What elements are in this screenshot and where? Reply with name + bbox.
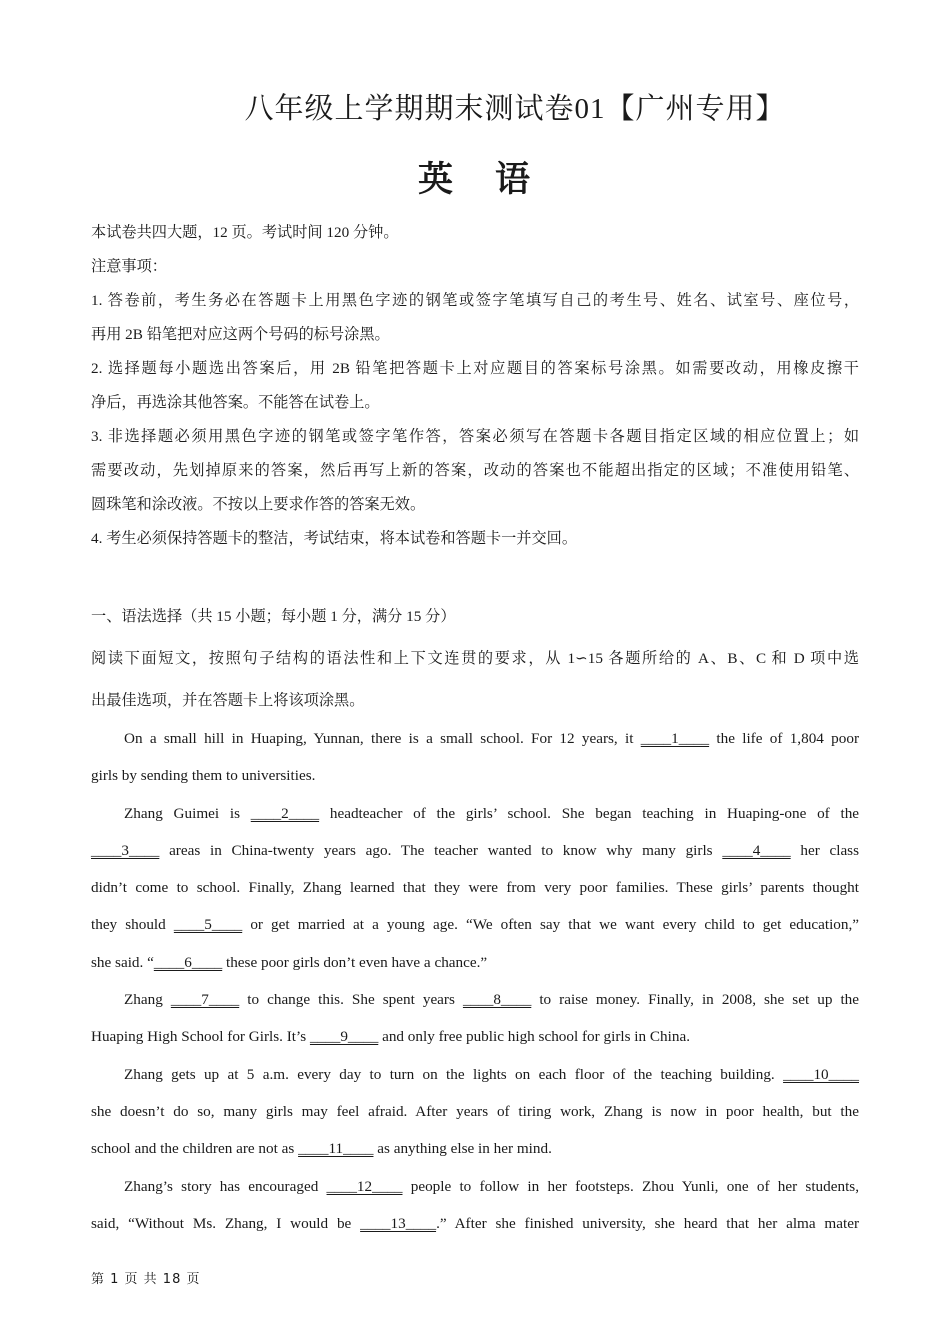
notice-item-2-line-2: 净后，再选涂其他答案。不能答在试卷上。 <box>91 394 380 411</box>
notice-item-1-line-1: 1. 答卷前，考生务必在答题卡上用黑色字迹的钢笔或签字笔填写自己的考生号、姓名、试室号、座位号， <box>91 292 859 309</box>
section-direction-line-1: 阅读下面短文，按照句子结构的语法性和上下文连贯的要求，从 1∽15 各题所给的 A、B、C 和 D 项中选 <box>91 650 859 667</box>
passage-line: they should ____5____ or get married at a young age. “We often say that we want every child to get education,” <box>91 906 859 943</box>
section-direction-line-2: 出最佳选项，并在答题卡上将该项涂黑。 <box>91 692 365 709</box>
passage-line: On a small hill in Huaping, Yunnan, there is a small school. For 12 years, it ____1____ the life of 1,804 poor <box>91 720 859 757</box>
passage-line: school and the children are not as ____11____ as anything else in her mind. <box>91 1130 859 1167</box>
subject-title <box>0 152 950 202</box>
notice-item-4: 4. 考生必须保持答题卡的整洁，考试结束，将本试卷和答题卡一并交回。 <box>91 530 577 547</box>
blank-1: ____1____ <box>640 730 710 747</box>
passage-line: Zhang Guimei is ____2____ headteacher of the girls’ school. She began teaching in Huaping-one of the <box>91 795 859 832</box>
blank-11: ____11____ <box>298 1140 374 1158</box>
notice-item-3-line-2: 需要改动，先划掉原来的答案，然后再写上新的答案，改动的答案也不能超出指定的区域；不准使用铅笔、 <box>91 462 859 479</box>
blank-9: ____9____ <box>309 1028 379 1046</box>
blank-3: ____3____ <box>91 841 160 859</box>
page-number: 第 1 页 共 18 页 <box>91 1272 201 1287</box>
blank-12: ____12____ <box>326 1177 403 1195</box>
exam-intro: 本试卷共四大题，12 页。考试时间 120 分钟。 <box>91 224 399 241</box>
passage-line: said, “Without Ms. Zhang, I would be ____13____.” After she finished university, she heard that her alma mater <box>91 1205 859 1242</box>
exam-title: 八年级上学期期末测试卷01【广州专用】 <box>244 93 786 125</box>
instructions-block <box>91 216 859 556</box>
blank-7: ____7____ <box>170 991 240 1009</box>
passage-line: Huaping High School for Girls. It’s ____9____ and only free public high school for girls in China. <box>91 1018 859 1055</box>
blank-4: ____4____ <box>722 841 791 859</box>
passage-line: Zhang gets up at 5 a.m. every day to turn on the lights on each floor of the teaching building. ____10____ <box>91 1056 859 1093</box>
subject-char-2: 语 <box>495 160 533 200</box>
notice-item-2-line-1: 2. 选择题每小题选出答案后，用 2B 铅笔把答题卡上对应题目的答案标号涂黑。如需要改动，用橡皮擦干 <box>91 360 859 377</box>
passage-line: Zhang’s story has encouraged ____12____ people to follow in her footsteps. Zhou Yunli, one of her students, <box>91 1168 859 1205</box>
passage-line: she doesn’t do so, many girls may feel afraid. After years of tiring work, Zhang is now in poor health, but the <box>91 1102 859 1120</box>
passage-line: Zhang ____7____ to change this. She spent years ____8____ to raise money. Finally, in 2008, she set up the <box>91 981 859 1018</box>
blank-10: ____10____ <box>783 1065 859 1083</box>
passage <box>91 720 859 1242</box>
blank-8: ____8____ <box>462 991 532 1009</box>
blank-13: ____13____ <box>360 1214 437 1232</box>
passage-line: girls by sending them to universities. <box>91 767 316 785</box>
notice-item-3-line-3: 圆珠笔和涂改液。不按以上要求作答的答案无效。 <box>91 496 426 513</box>
passage-line: ____3____ areas in China-twenty years ago. The teacher wanted to know why many girls ____4____ her class <box>91 832 859 869</box>
notice-item-3-line-1: 3. 非选择题必须用黑色字迹的钢笔或签字笔作答，答案必须写在答题卡各题目指定区域的相应位置上；如 <box>91 428 859 445</box>
passage-line: she said. “____6____ these poor girls don’t even have a chance.” <box>91 944 859 981</box>
blank-5: ____5____ <box>173 916 243 934</box>
blank-2: ____2____ <box>250 804 320 822</box>
section-heading: 一、语法选择（共 15 小题；每小题 1 分，满分 15 分） <box>91 608 456 625</box>
passage-line: didn’t come to school. Finally, Zhang learned that they were from very poor families. These girls’ parents thought <box>91 879 859 897</box>
notice-item-1-line-2: 再用 2B 铅笔把对应这两个号码的标号涂黑。 <box>91 326 390 343</box>
subject-char-1: 英 <box>417 160 455 200</box>
notice-title: 注意事项： <box>91 258 167 275</box>
section-1-header <box>91 600 859 718</box>
blank-6: ____6____ <box>153 953 223 971</box>
